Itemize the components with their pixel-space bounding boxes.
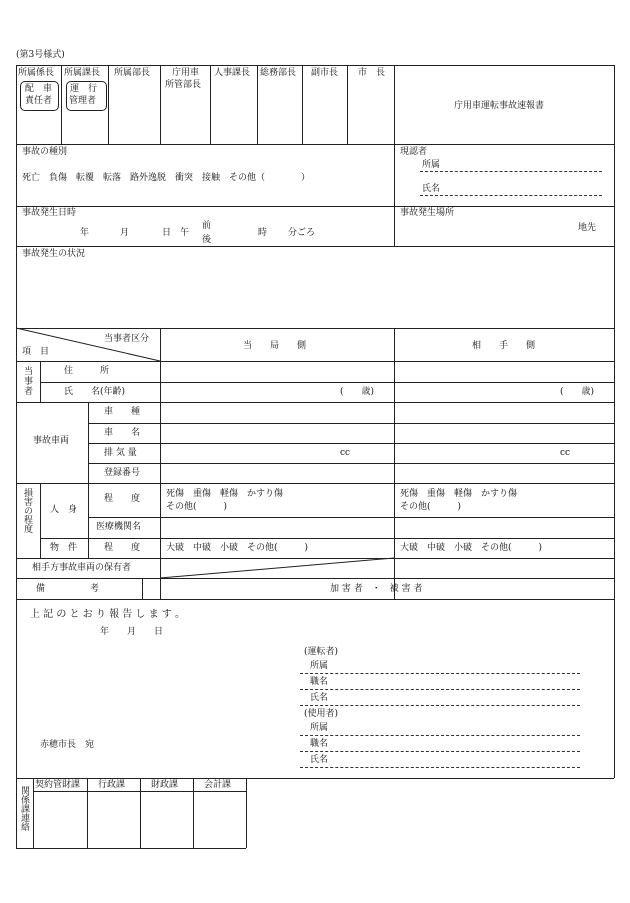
our-person-options-1: 死傷 重傷 軽傷 かすり傷 [166, 489, 284, 499]
their-property-options: 大破 中破 小破 その他( ) [400, 543, 543, 553]
remarks-label: 備 考 [36, 584, 100, 594]
employer-label: (使用者) [304, 709, 339, 719]
related-finance: 財政課 [151, 780, 179, 790]
datetime-month: 月 [120, 228, 130, 238]
driver-name-label: 氏名 [310, 693, 329, 703]
datetime-minute: 分ごろ [288, 228, 316, 238]
place-suffix: 地先 [578, 223, 597, 233]
property-degree-label: 程 度 [104, 543, 141, 553]
related-accounting: 会計課 [204, 780, 232, 790]
datetime-day: 日 [162, 228, 172, 238]
place-label: 事故発生場所 [400, 208, 455, 218]
approval-deputy-mayor: 副市長 [311, 68, 339, 78]
report-addressee: 赤穂市長 宛 [40, 740, 95, 750]
party-group-label: 当事者 [22, 366, 32, 396]
driver-label: (運転者) [304, 647, 339, 657]
employer-post-label: 職名 [310, 739, 329, 749]
vehicle-group-label: 事故車両 [33, 436, 70, 446]
datetime-am: 前 [202, 221, 212, 231]
accident-type-label: 事故の種別 [22, 147, 68, 157]
remarks-value: 加 害 者 ・ 被 害 者 [330, 584, 423, 594]
vehicle-displacement-label: 排 気 量 [104, 448, 137, 458]
related-admin: 行政課 [98, 780, 126, 790]
address-label: 住 所 [64, 366, 110, 376]
vehicle-model-label: 車 名 [104, 428, 141, 438]
form-number: (第3号様式) [16, 50, 65, 60]
report-text: 上 記 の と お り 報 告 し ま す 。 [30, 609, 185, 620]
dispatch-label: 配 車 [25, 84, 53, 94]
property-damage-label: 物 件 [50, 543, 78, 553]
datetime-year: 年 [80, 228, 90, 238]
approval-vehicle-label-a: 庁用車 [172, 68, 200, 78]
their-age-unit: ( 歳) [560, 387, 595, 397]
damage-group-label: 損害の程度 [22, 488, 32, 533]
person-damage-label: 人 身 [50, 505, 78, 515]
approval-general-affairs: 総務部長 [260, 68, 297, 78]
item-header: 項 目 [22, 347, 50, 357]
situation-label: 事故発生の状況 [22, 249, 86, 259]
hospital-label: 医療機関名 [96, 522, 142, 532]
witness-name-label: 氏名 [422, 184, 441, 194]
owner-label: 相手方事故車両の保有者 [32, 563, 132, 573]
related-group-label: 関係課連絡 [19, 786, 29, 831]
approval-hr-chief: 人事課長 [214, 68, 251, 78]
employer-affil-label: 所属 [310, 723, 329, 733]
approval-section-chief: 所属係長 [18, 68, 55, 78]
approval-division-chief: 所属課長 [64, 68, 101, 78]
our-side-header: 当 局 側 [243, 341, 307, 351]
operation-label: 運 行 [70, 84, 98, 94]
name-age-label: 氏 名(年齢) [64, 387, 126, 397]
approval-dept-head: 所属部長 [114, 68, 151, 78]
their-side-header: 相 手 側 [472, 341, 536, 351]
related-contracts: 契約管財課 [35, 780, 81, 790]
accident-type-options: 死亡 負傷 転覆 転落 路外逸脱 衝突 接触 その他（ ） [22, 173, 311, 183]
our-property-options: 大破 中破 小破 その他( ) [166, 543, 309, 553]
our-age-unit: ( 歳) [340, 387, 375, 397]
their-person-options-2: その他( ) [400, 502, 462, 512]
employer-name-label: 氏名 [310, 755, 329, 765]
report-date: 年 月 日 [100, 627, 164, 637]
driver-post-label: 職名 [310, 677, 329, 687]
datetime-pm: 後 [202, 235, 212, 245]
our-cc-unit: cc [340, 448, 351, 458]
approval-vehicle-label-b: 所管部長 [165, 80, 202, 90]
their-cc-unit: cc [560, 448, 571, 458]
approval-mayor: 市 長 [358, 68, 386, 78]
person-degree-label: 程 度 [104, 494, 141, 504]
witness-affil-label: 所属 [422, 160, 441, 170]
party-type-header: 当事者区分 [104, 334, 150, 344]
our-person-options-2: その他( ) [166, 502, 228, 512]
vehicle-plate-label: 登録番号 [104, 468, 141, 478]
form-title: 庁用車運転事故速報書 [454, 101, 545, 111]
their-person-options-1: 死傷 重傷 軽傷 かすり傷 [400, 489, 518, 499]
datetime-hour: 時 [258, 228, 268, 238]
datetime-label: 事故発生日時 [22, 208, 77, 218]
vehicle-type-label: 車 種 [104, 407, 141, 417]
driver-affil-label: 所属 [310, 661, 329, 671]
responsible-label: 責任者 [25, 96, 53, 106]
manager-label: 管理者 [69, 96, 97, 106]
witness-label: 現認者 [400, 147, 428, 157]
datetime-ampm: 午 [180, 228, 190, 238]
